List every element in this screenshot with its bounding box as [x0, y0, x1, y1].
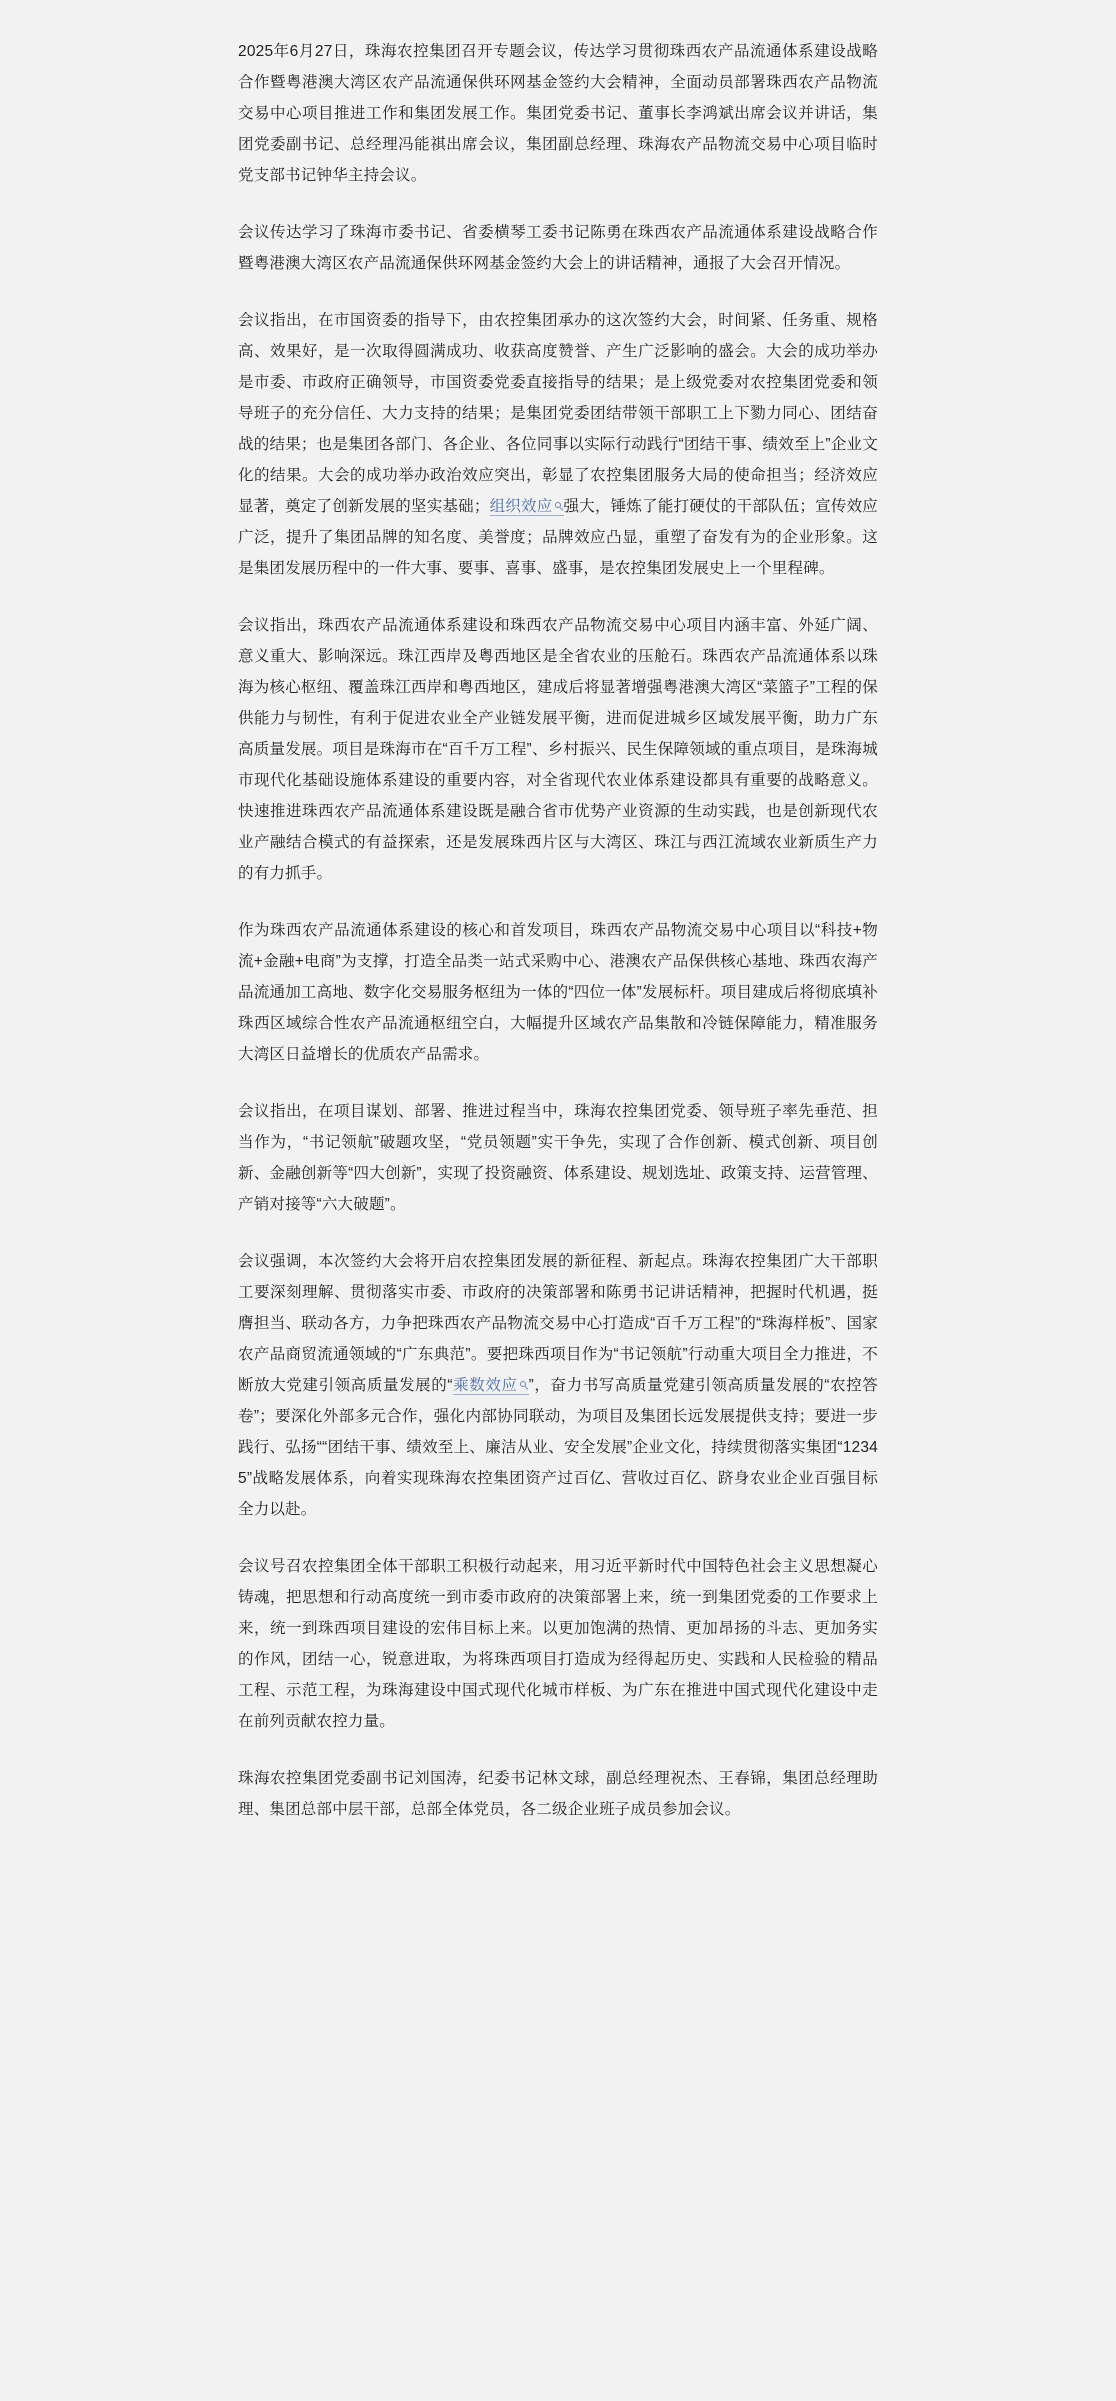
paragraph — [238, 915, 878, 1070]
paragraph-text: 会议强调，本次签约大会将开启农控集团发展的新征程、新起点。珠海农控集团广大干部职工要深刻理解、贯彻落实市委、市政府的决策部署和陈勇书记讲话精神，把握时代机遇，挺膺担当、联动各方，力争把珠西农产品物流交易中心打造成“百千万工程”的“珠海样板”、国家农产品商贸流通领域的“广东典范”。要把珠西项目作为“书记领航”行动重大项目全力推进，不断放大党建引领高质量发展的“ — [238, 1253, 878, 1394]
paragraph-text: 强大，锤炼了能打硬仗的干部队伍；宣传效应广泛，提升了集团品牌的知名度、美誉度；品牌效应凸显，重塑了奋发有为的企业形象。这是集团发展历程中的一件大事、要事、喜事、盛事，是农控集团发展史上一个里程碑。 — [238, 498, 878, 577]
paragraph-text: 会议指出，珠西农产品流通体系建设和珠西农产品物流交易中心项目内涵丰富、外延广阔、意义重大、影响深远。珠江西岸及粤西地区是全省农业的压舱石。珠西农产品流通体系以珠海为核心枢纽、覆盖珠江西岸和粤西地区，建成后将显著增强粤港澳大湾区“菜篮子”工程的保供能力与韧性，有利于促进农业全产业链发展平衡，进而促进城乡区域发展平衡，助力广东高质量发展。项目是珠海市在“百千万工程”、乡村振兴、民生保障领域的重点项目，是珠海城市现代化基础设施体系建设的重要内容，对全省现代农业体系建设都具有重要的战略意义。快速推进珠西农产品流通体系建设既是融合省市优势产业资源的生动实践，也是创新现代农业产融结合模式的有益探索，还是发展珠西片区与大湾区、珠江与西江流域农业新质生产力的有力抓手。 — [238, 617, 878, 882]
glossary-term-link[interactable]: 乘数效应 — [453, 1377, 529, 1395]
paragraph-text: 2025年6月27日，珠海农控集团召开专题会议，传达学习贯彻珠西农产品流通体系建设战略合作暨粤港澳大湾区农产品流通保供环网基金签约大会精神，全面动员部署珠西农产品物流交易中心项目推进工作和集团发展工作。集团党委书记、董事长李鸿斌出席会议并讲话，集团党委副书记、总经理冯能祺出席会议，集团副总经理、珠海农产品物流交易中心项目临时党支部书记钟华主持会议。 — [238, 43, 878, 184]
paragraph — [238, 305, 878, 584]
paragraph — [238, 36, 878, 191]
paragraph — [238, 1246, 878, 1525]
paragraph-text: 珠海农控集团党委副书记刘国涛，纪委书记林文球，副总经理祝杰、王春锦，集团总经理助理、集团总部中层干部，总部全体党员，各二级企业班子成员参加会议。 — [238, 1770, 878, 1818]
search-icon — [520, 1381, 529, 1390]
paragraph — [238, 1551, 878, 1737]
paragraph-text: 会议传达学习了珠海市委书记、省委横琴工委书记陈勇在珠西农产品流通体系建设战略合作暨粤港澳大湾区农产品流通保供环网基金签约大会上的讲话精神，通报了大会召开情况。 — [238, 224, 878, 272]
paragraph — [238, 217, 878, 279]
paragraph — [238, 1096, 878, 1220]
article-body — [238, 36, 878, 1825]
paragraph-text: 作为珠西农产品流通体系建设的核心和首发项目，珠西农产品物流交易中心项目以“科技+物流+金融+电商”为支撑，打造全品类一站式采购中心、港澳农产品保供核心基地、珠西农海产品流通加工高地、数字化交易服务枢纽为一体的“四位一体”发展标杆。项目建成后将彻底填补珠西区域综合性农产品流通枢纽空白，大幅提升区域农产品集散和冷链保障能力，精准服务大湾区日益增长的优质农产品需求。 — [238, 922, 878, 1063]
glossary-term-link[interactable]: 组织效应 — [490, 498, 564, 516]
paragraph-text: 会议指出，在项目谋划、部署、推进过程当中，珠海农控集团党委、领导班子率先垂范、担当作为，“书记领航”破题攻坚，“党员领题”实干争先，实现了合作创新、模式创新、项目创新、金融创新等“四大创新”，实现了投资融资、体系建设、规划选址、政策支持、运营管理、产销对接等“六大破题”。 — [238, 1103, 878, 1213]
search-icon — [555, 502, 564, 511]
paragraph-text: ”，奋力书写高质量党建引领高质量发展的“农控答卷”；要深化外部多元合作，强化内部协同联动，为项目及集团长远发展提供支持；要进一步践行、弘扬““团结干事、绩效至上、廉洁从业、安全发展”企业文化，持续贯彻落实集团“12345”战略发展体系，向着实现珠海农控集团资产过百亿、营收过百亿、跻身农业企业百强目标全力以赴。 — [238, 1377, 878, 1518]
paragraph — [238, 1763, 878, 1825]
paragraph-text: 会议指出，在市国资委的指导下，由农控集团承办的这次签约大会，时间紧、任务重、规格高、效果好，是一次取得圆满成功、收获高度赞誉、产生广泛影响的盛会。大会的成功举办是市委、市政府正确领导，市国资委党委直接指导的结果；是上级党委对农控集团党委和领导班子的充分信任、大力支持的结果；是集团党委团结带领干部职工上下勠力同心、团结奋战的结果；也是集团各部门、各企业、各位同事以实际行动践行“团结干事、绩效至上”企业文化的结果。大会的成功举办政治效应突出，彰显了农控集团服务大局的使命担当；经济效应显著，奠定了创新发展的坚实基础； — [238, 312, 878, 515]
paragraph-text: 会议号召农控集团全体干部职工积极行动起来，用习近平新时代中国特色社会主义思想凝心铸魂，把思想和行动高度统一到市委市政府的决策部署上来，统一到集团党委的工作要求上来，统一到珠西项目建设的宏伟目标上来。以更加饱满的热情、更加昂扬的斗志、更加务实的作风，团结一心，锐意进取，为将珠西项目打造成为经得起历史、实践和人民检验的精品工程、示范工程，为珠海建设中国式现代化城市样板、为广东在推进中国式现代化建设中走在前列贡献农控力量。 — [238, 1558, 878, 1730]
paragraph — [238, 610, 878, 889]
